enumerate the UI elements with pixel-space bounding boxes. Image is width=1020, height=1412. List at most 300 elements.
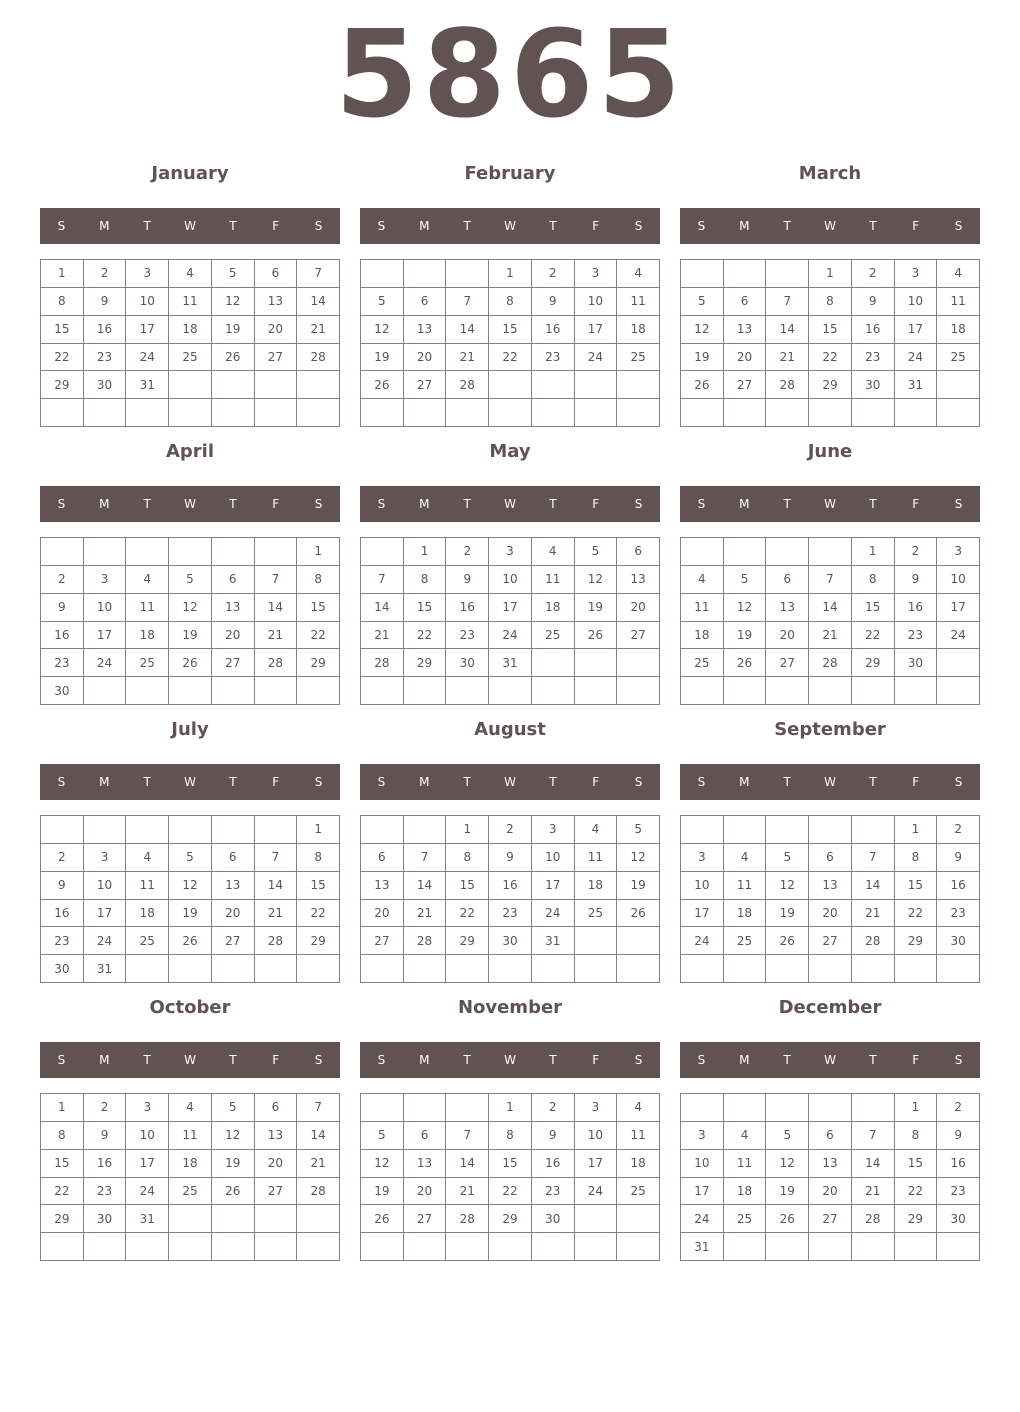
weekday-label: W (824, 497, 836, 511)
day-cell: 15 (489, 1150, 532, 1178)
day-cell: 7 (255, 844, 298, 872)
day-cell (809, 816, 852, 844)
day-cell: 10 (681, 1150, 724, 1178)
day-cell (446, 677, 489, 705)
day-cell: 25 (575, 900, 618, 928)
day-cell: 8 (297, 566, 340, 594)
weekday-label: F (592, 775, 600, 789)
day-cell: 2 (895, 538, 938, 566)
day-cell: 14 (297, 1122, 340, 1150)
day-cell: 21 (361, 622, 404, 650)
day-cell: 5 (724, 566, 767, 594)
day-grid (680, 259, 980, 427)
day-cell: 7 (297, 1094, 340, 1122)
day-cell (575, 955, 618, 983)
day-cell: 19 (617, 872, 660, 900)
day-cell: 6 (809, 844, 852, 872)
day-cell: 3 (532, 816, 575, 844)
day-cell: 2 (84, 1094, 127, 1122)
day-cell: 3 (575, 260, 618, 288)
day-cell: 20 (617, 594, 660, 622)
weekday-label: F (272, 775, 280, 789)
day-cell: 10 (126, 1122, 169, 1150)
day-cell: 5 (681, 288, 724, 316)
day-cell (84, 677, 127, 705)
day-cell (809, 1094, 852, 1122)
day-cell: 9 (895, 566, 938, 594)
day-cell: 6 (212, 566, 255, 594)
day-cell (41, 399, 84, 427)
day-cell: 6 (617, 538, 660, 566)
day-cell: 23 (937, 1178, 980, 1206)
day-cell (169, 1233, 212, 1261)
day-cell: 30 (895, 649, 938, 677)
weekday-label: S (57, 1053, 66, 1067)
day-cell: 12 (724, 594, 767, 622)
day-cell (681, 260, 724, 288)
day-cell: 17 (681, 900, 724, 928)
weekday-label: M (739, 497, 750, 511)
day-cell (126, 1233, 169, 1261)
day-cell: 27 (255, 1178, 298, 1206)
day-cell: 8 (809, 288, 852, 316)
month-name: April (165, 441, 215, 462)
day-cell: 30 (489, 927, 532, 955)
day-cell: 2 (84, 260, 127, 288)
day-cell (404, 677, 447, 705)
day-cell: 25 (724, 927, 767, 955)
day-cell: 4 (681, 566, 724, 594)
day-cell: 27 (255, 344, 298, 372)
day-cell: 13 (212, 872, 255, 900)
day-cell: 23 (41, 927, 84, 955)
day-cell: 2 (41, 844, 84, 872)
day-cell: 9 (937, 844, 980, 872)
day-cell (724, 399, 767, 427)
day-cell: 2 (937, 816, 980, 844)
day-cell: 26 (681, 371, 724, 399)
day-cell: 22 (489, 1178, 532, 1206)
day-cell: 1 (297, 816, 340, 844)
day-cell: 26 (361, 371, 404, 399)
day-cell: 2 (532, 1094, 575, 1122)
day-cell: 11 (724, 872, 767, 900)
day-cell: 1 (489, 260, 532, 288)
day-cell: 27 (212, 649, 255, 677)
day-cell (212, 1205, 255, 1233)
day-cell: 23 (852, 344, 895, 372)
day-cell: 29 (852, 649, 895, 677)
weekday-label: W (504, 775, 516, 789)
day-cell: 11 (126, 872, 169, 900)
day-cell: 8 (446, 844, 489, 872)
day-cell: 1 (895, 1094, 938, 1122)
day-cell: 13 (361, 872, 404, 900)
day-cell (212, 1233, 255, 1261)
day-cell (681, 677, 724, 705)
weekday-label: T (869, 497, 877, 511)
day-cell: 1 (41, 1094, 84, 1122)
day-cell: 8 (41, 288, 84, 316)
day-cell (617, 371, 660, 399)
day-cell: 18 (681, 622, 724, 650)
day-cell: 30 (937, 927, 980, 955)
day-cell: 8 (297, 844, 340, 872)
day-cell: 12 (169, 594, 212, 622)
day-cell: 12 (766, 872, 809, 900)
weekday-label: F (592, 497, 600, 511)
day-cell: 7 (809, 566, 852, 594)
day-cell: 20 (255, 316, 298, 344)
day-cell: 4 (126, 566, 169, 594)
day-cell (212, 399, 255, 427)
day-cell: 5 (212, 1094, 255, 1122)
weekday-label: W (824, 219, 836, 233)
day-cell: 6 (724, 288, 767, 316)
day-cell (361, 955, 404, 983)
day-cell: 18 (126, 900, 169, 928)
day-cell: 22 (446, 900, 489, 928)
day-cell: 14 (852, 1150, 895, 1178)
day-cell: 8 (489, 1122, 532, 1150)
day-cell: 21 (297, 1150, 340, 1178)
day-cell (852, 1233, 895, 1261)
day-cell (84, 538, 127, 566)
weekday-label: F (272, 497, 280, 511)
day-cell: 20 (766, 622, 809, 650)
day-cell: 28 (297, 1178, 340, 1206)
day-cell: 21 (255, 900, 298, 928)
day-cell: 1 (404, 538, 447, 566)
day-cell: 7 (446, 1122, 489, 1150)
weekday-label: M (99, 775, 110, 789)
day-cell: 5 (169, 566, 212, 594)
weekday-header (40, 208, 340, 244)
day-cell: 29 (404, 649, 447, 677)
weekday-label: S (314, 775, 323, 789)
day-cell: 13 (404, 316, 447, 344)
weekday-label: M (99, 497, 110, 511)
day-cell: 10 (575, 288, 618, 316)
day-cell: 13 (724, 316, 767, 344)
day-cell: 29 (297, 927, 340, 955)
day-cell (126, 538, 169, 566)
day-cell: 3 (126, 260, 169, 288)
weekday-label: S (314, 1053, 323, 1067)
weekday-label: T (549, 775, 557, 789)
day-cell: 15 (489, 316, 532, 344)
day-cell: 6 (255, 260, 298, 288)
day-cell: 25 (617, 1178, 660, 1206)
weekday-label: W (504, 497, 516, 511)
day-cell: 11 (681, 594, 724, 622)
day-cell: 30 (84, 1205, 127, 1233)
day-cell: 4 (724, 844, 767, 872)
day-cell: 21 (255, 622, 298, 650)
day-cell (724, 1233, 767, 1261)
day-cell: 24 (681, 927, 724, 955)
day-grid (40, 815, 340, 983)
day-cell: 3 (681, 1122, 724, 1150)
day-cell: 18 (937, 316, 980, 344)
weekday-label: T (229, 497, 237, 511)
day-cell: 13 (617, 566, 660, 594)
day-cell: 25 (681, 649, 724, 677)
month-name: August (474, 719, 546, 740)
day-cell (852, 1094, 895, 1122)
weekday-label: W (824, 775, 836, 789)
weekday-label: T (783, 1053, 791, 1067)
day-cell (41, 1233, 84, 1261)
day-cell: 10 (532, 844, 575, 872)
day-cell: 17 (575, 1150, 618, 1178)
day-cell: 29 (446, 927, 489, 955)
day-cell: 31 (84, 955, 127, 983)
day-cell: 26 (617, 900, 660, 928)
day-cell: 26 (212, 1178, 255, 1206)
weekday-label: S (314, 497, 323, 511)
day-cell: 25 (126, 649, 169, 677)
day-cell: 16 (41, 900, 84, 928)
weekday-label: T (463, 219, 471, 233)
day-cell: 11 (532, 566, 575, 594)
day-cell: 1 (297, 538, 340, 566)
day-cell: 12 (361, 316, 404, 344)
day-cell: 13 (809, 872, 852, 900)
day-cell: 12 (681, 316, 724, 344)
day-cell (575, 649, 618, 677)
weekday-label: T (783, 497, 791, 511)
day-cell (532, 399, 575, 427)
day-cell: 22 (809, 344, 852, 372)
day-cell: 11 (724, 1150, 767, 1178)
day-cell: 21 (404, 900, 447, 928)
day-cell (766, 1094, 809, 1122)
day-cell: 19 (361, 1178, 404, 1206)
day-cell (404, 816, 447, 844)
weekday-label: M (99, 1053, 110, 1067)
day-cell: 23 (489, 900, 532, 928)
day-cell: 25 (937, 344, 980, 372)
day-cell (766, 260, 809, 288)
day-cell (361, 677, 404, 705)
day-cell (766, 1233, 809, 1261)
day-cell: 4 (532, 538, 575, 566)
day-cell: 8 (489, 288, 532, 316)
day-cell (84, 816, 127, 844)
day-cell: 14 (446, 316, 489, 344)
day-cell (126, 955, 169, 983)
day-cell: 2 (489, 816, 532, 844)
weekday-label: F (912, 219, 920, 233)
day-cell (255, 371, 298, 399)
day-cell: 8 (404, 566, 447, 594)
day-cell: 9 (446, 566, 489, 594)
day-cell (489, 677, 532, 705)
day-cell: 15 (852, 594, 895, 622)
day-cell: 26 (169, 649, 212, 677)
day-cell (404, 1233, 447, 1261)
day-cell: 20 (255, 1150, 298, 1178)
day-cell (809, 399, 852, 427)
day-cell: 19 (212, 316, 255, 344)
day-cell: 3 (895, 260, 938, 288)
weekday-header (40, 1042, 340, 1078)
day-cell: 27 (809, 927, 852, 955)
day-cell: 1 (895, 816, 938, 844)
day-grid (40, 537, 340, 705)
day-cell: 15 (41, 316, 84, 344)
weekday-label: T (549, 1053, 557, 1067)
day-cell: 1 (809, 260, 852, 288)
day-cell: 16 (852, 316, 895, 344)
day-cell: 21 (446, 344, 489, 372)
day-cell: 26 (212, 344, 255, 372)
day-cell: 29 (41, 371, 84, 399)
day-cell: 25 (724, 1205, 767, 1233)
year-title: 5865 (335, 6, 685, 145)
day-cell: 3 (681, 844, 724, 872)
day-cell: 29 (895, 927, 938, 955)
weekday-label: W (824, 1053, 836, 1067)
weekday-label: M (739, 1053, 750, 1067)
day-cell (489, 371, 532, 399)
day-cell: 18 (169, 1150, 212, 1178)
day-cell (297, 677, 340, 705)
weekday-label: S (697, 1053, 706, 1067)
day-cell: 12 (169, 872, 212, 900)
day-cell: 12 (212, 1122, 255, 1150)
day-cell: 26 (724, 649, 767, 677)
day-cell (937, 371, 980, 399)
weekday-label: M (739, 219, 750, 233)
day-cell: 14 (766, 316, 809, 344)
day-cell: 13 (404, 1150, 447, 1178)
day-cell: 5 (169, 844, 212, 872)
day-cell (852, 816, 895, 844)
day-cell (617, 955, 660, 983)
day-cell: 18 (575, 872, 618, 900)
day-cell (446, 1233, 489, 1261)
day-cell: 4 (724, 1122, 767, 1150)
month-name: December (778, 997, 882, 1018)
day-cell (84, 1233, 127, 1261)
day-cell: 15 (41, 1150, 84, 1178)
weekday-label: T (143, 497, 151, 511)
day-cell: 14 (255, 594, 298, 622)
day-cell: 5 (766, 844, 809, 872)
day-cell (766, 816, 809, 844)
day-cell: 6 (404, 288, 447, 316)
day-cell (361, 816, 404, 844)
day-cell (852, 399, 895, 427)
day-cell: 23 (84, 1178, 127, 1206)
weekday-label: S (57, 775, 66, 789)
weekday-label: W (184, 219, 196, 233)
day-cell (809, 955, 852, 983)
day-cell (297, 1205, 340, 1233)
day-cell: 2 (41, 566, 84, 594)
weekday-label: S (634, 1053, 643, 1067)
day-cell: 7 (297, 260, 340, 288)
weekday-label: W (184, 775, 196, 789)
day-cell: 25 (532, 622, 575, 650)
day-cell: 2 (937, 1094, 980, 1122)
weekday-label: S (377, 775, 386, 789)
day-cell: 22 (404, 622, 447, 650)
day-cell: 20 (809, 1178, 852, 1206)
day-cell (297, 399, 340, 427)
month-name: May (489, 441, 531, 462)
day-cell: 10 (937, 566, 980, 594)
weekday-label: T (783, 219, 791, 233)
day-cell (169, 816, 212, 844)
day-cell (255, 816, 298, 844)
day-grid (360, 1093, 660, 1261)
weekday-label: M (419, 775, 430, 789)
day-cell: 19 (766, 1178, 809, 1206)
day-cell (297, 371, 340, 399)
day-cell: 31 (126, 1205, 169, 1233)
day-cell: 6 (255, 1094, 298, 1122)
day-cell: 15 (297, 872, 340, 900)
day-cell: 11 (126, 594, 169, 622)
day-cell: 6 (809, 1122, 852, 1150)
day-cell: 6 (404, 1122, 447, 1150)
day-cell (212, 955, 255, 983)
day-cell: 23 (532, 1178, 575, 1206)
day-cell (532, 649, 575, 677)
month-name: June (807, 441, 853, 462)
day-cell: 31 (532, 927, 575, 955)
weekday-label: M (419, 219, 430, 233)
day-cell (404, 1094, 447, 1122)
day-cell (489, 399, 532, 427)
day-cell (169, 399, 212, 427)
day-cell: 24 (126, 1178, 169, 1206)
day-cell: 21 (766, 344, 809, 372)
day-cell (575, 1233, 618, 1261)
day-cell: 9 (532, 288, 575, 316)
day-cell: 17 (84, 622, 127, 650)
weekday-label: S (377, 497, 386, 511)
day-cell: 14 (404, 872, 447, 900)
day-cell (126, 677, 169, 705)
weekday-header (680, 486, 980, 522)
day-cell: 1 (446, 816, 489, 844)
day-cell: 17 (937, 594, 980, 622)
day-cell: 5 (766, 1122, 809, 1150)
day-cell: 20 (361, 900, 404, 928)
day-cell (895, 955, 938, 983)
day-cell (575, 677, 618, 705)
day-cell: 4 (126, 844, 169, 872)
day-cell: 20 (809, 900, 852, 928)
weekday-label: T (869, 775, 877, 789)
weekday-label: S (954, 497, 963, 511)
day-cell (532, 371, 575, 399)
day-cell: 23 (84, 344, 127, 372)
day-cell (169, 538, 212, 566)
day-cell: 4 (575, 816, 618, 844)
day-cell: 24 (575, 344, 618, 372)
day-cell: 28 (852, 1205, 895, 1233)
weekday-label: S (377, 219, 386, 233)
day-cell: 24 (895, 344, 938, 372)
day-cell (681, 538, 724, 566)
weekday-label: T (229, 775, 237, 789)
day-cell: 22 (41, 1178, 84, 1206)
